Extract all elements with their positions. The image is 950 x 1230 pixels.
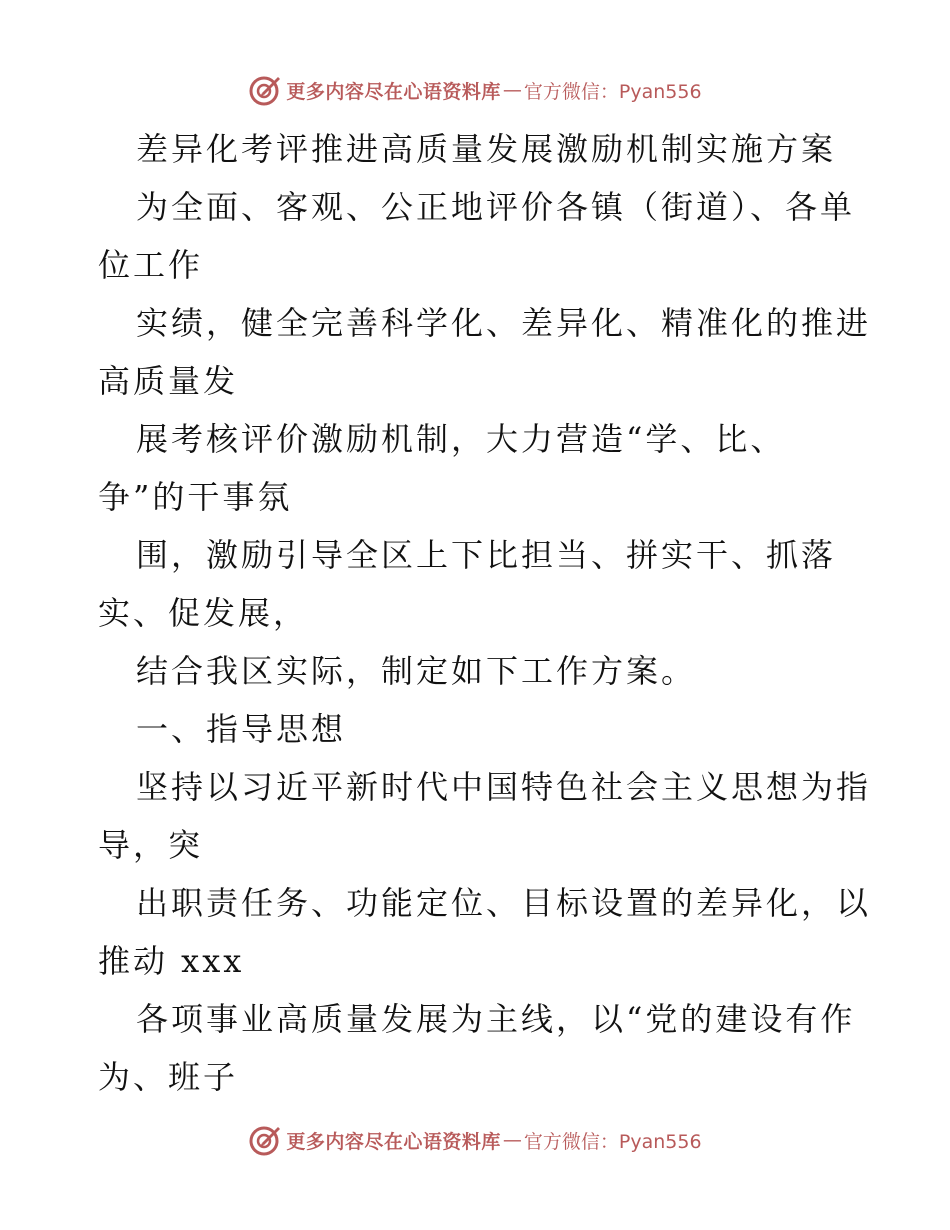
paragraph-line: 位工作 (98, 246, 204, 284)
paragraph-line: 围，激励引导全区上下比担当、拼实干、抓落 (136, 536, 837, 574)
paragraph-line: 展考核评价激励机制，大力营造“学、比、 (136, 420, 786, 458)
watermark-separator: — (502, 79, 522, 101)
pen-logo-icon (248, 73, 282, 107)
paragraph-line: 出职责任务、功能定位、目标设置的差异化，以 (136, 884, 872, 922)
watermark-separator: — (502, 1129, 522, 1151)
footer-watermark (0, 1120, 950, 1160)
paragraph-line: 高质量发 (98, 362, 239, 400)
paragraph-line: 坚持以习近平新时代中国特色社会主义思想为指 (136, 768, 872, 806)
watermark-wechat: 官方微信：Pyan556 (523, 80, 702, 103)
watermark-wechat: 官方微信：Pyan556 (523, 1130, 702, 1153)
document-body (98, 120, 872, 1106)
paragraph-line: 结合我区实际，制定如下工作方案。 (136, 652, 697, 690)
watermark-text: 更多内容尽在心语资料库 (286, 1130, 501, 1153)
paragraph-line: 为全面、客观、公正地评价各镇（街道）、各单 (136, 188, 856, 226)
paragraph-line: 导，突 (98, 826, 204, 864)
paragraph-line: 各项事业高质量发展为主线，以“党的建设有作 (136, 1000, 856, 1038)
paragraph-line: 实绩，健全完善科学化、差异化、精准化的推进 (136, 304, 872, 342)
paragraph-line: 实、促发展， (98, 594, 309, 632)
paragraph-line: 为、班子 (98, 1058, 239, 1096)
watermark-text: 更多内容尽在心语资料库 (286, 80, 501, 103)
pen-logo-icon (248, 1123, 282, 1157)
header-watermark (0, 70, 950, 110)
paragraph-line: 推动 xxx (98, 942, 245, 980)
paragraph-line: 争”的干事氛 (98, 478, 293, 516)
section-heading: 一、指导思想 (136, 710, 347, 748)
document-title: 差异化考评推进高质量发展激励机制实施方案 (136, 130, 837, 168)
